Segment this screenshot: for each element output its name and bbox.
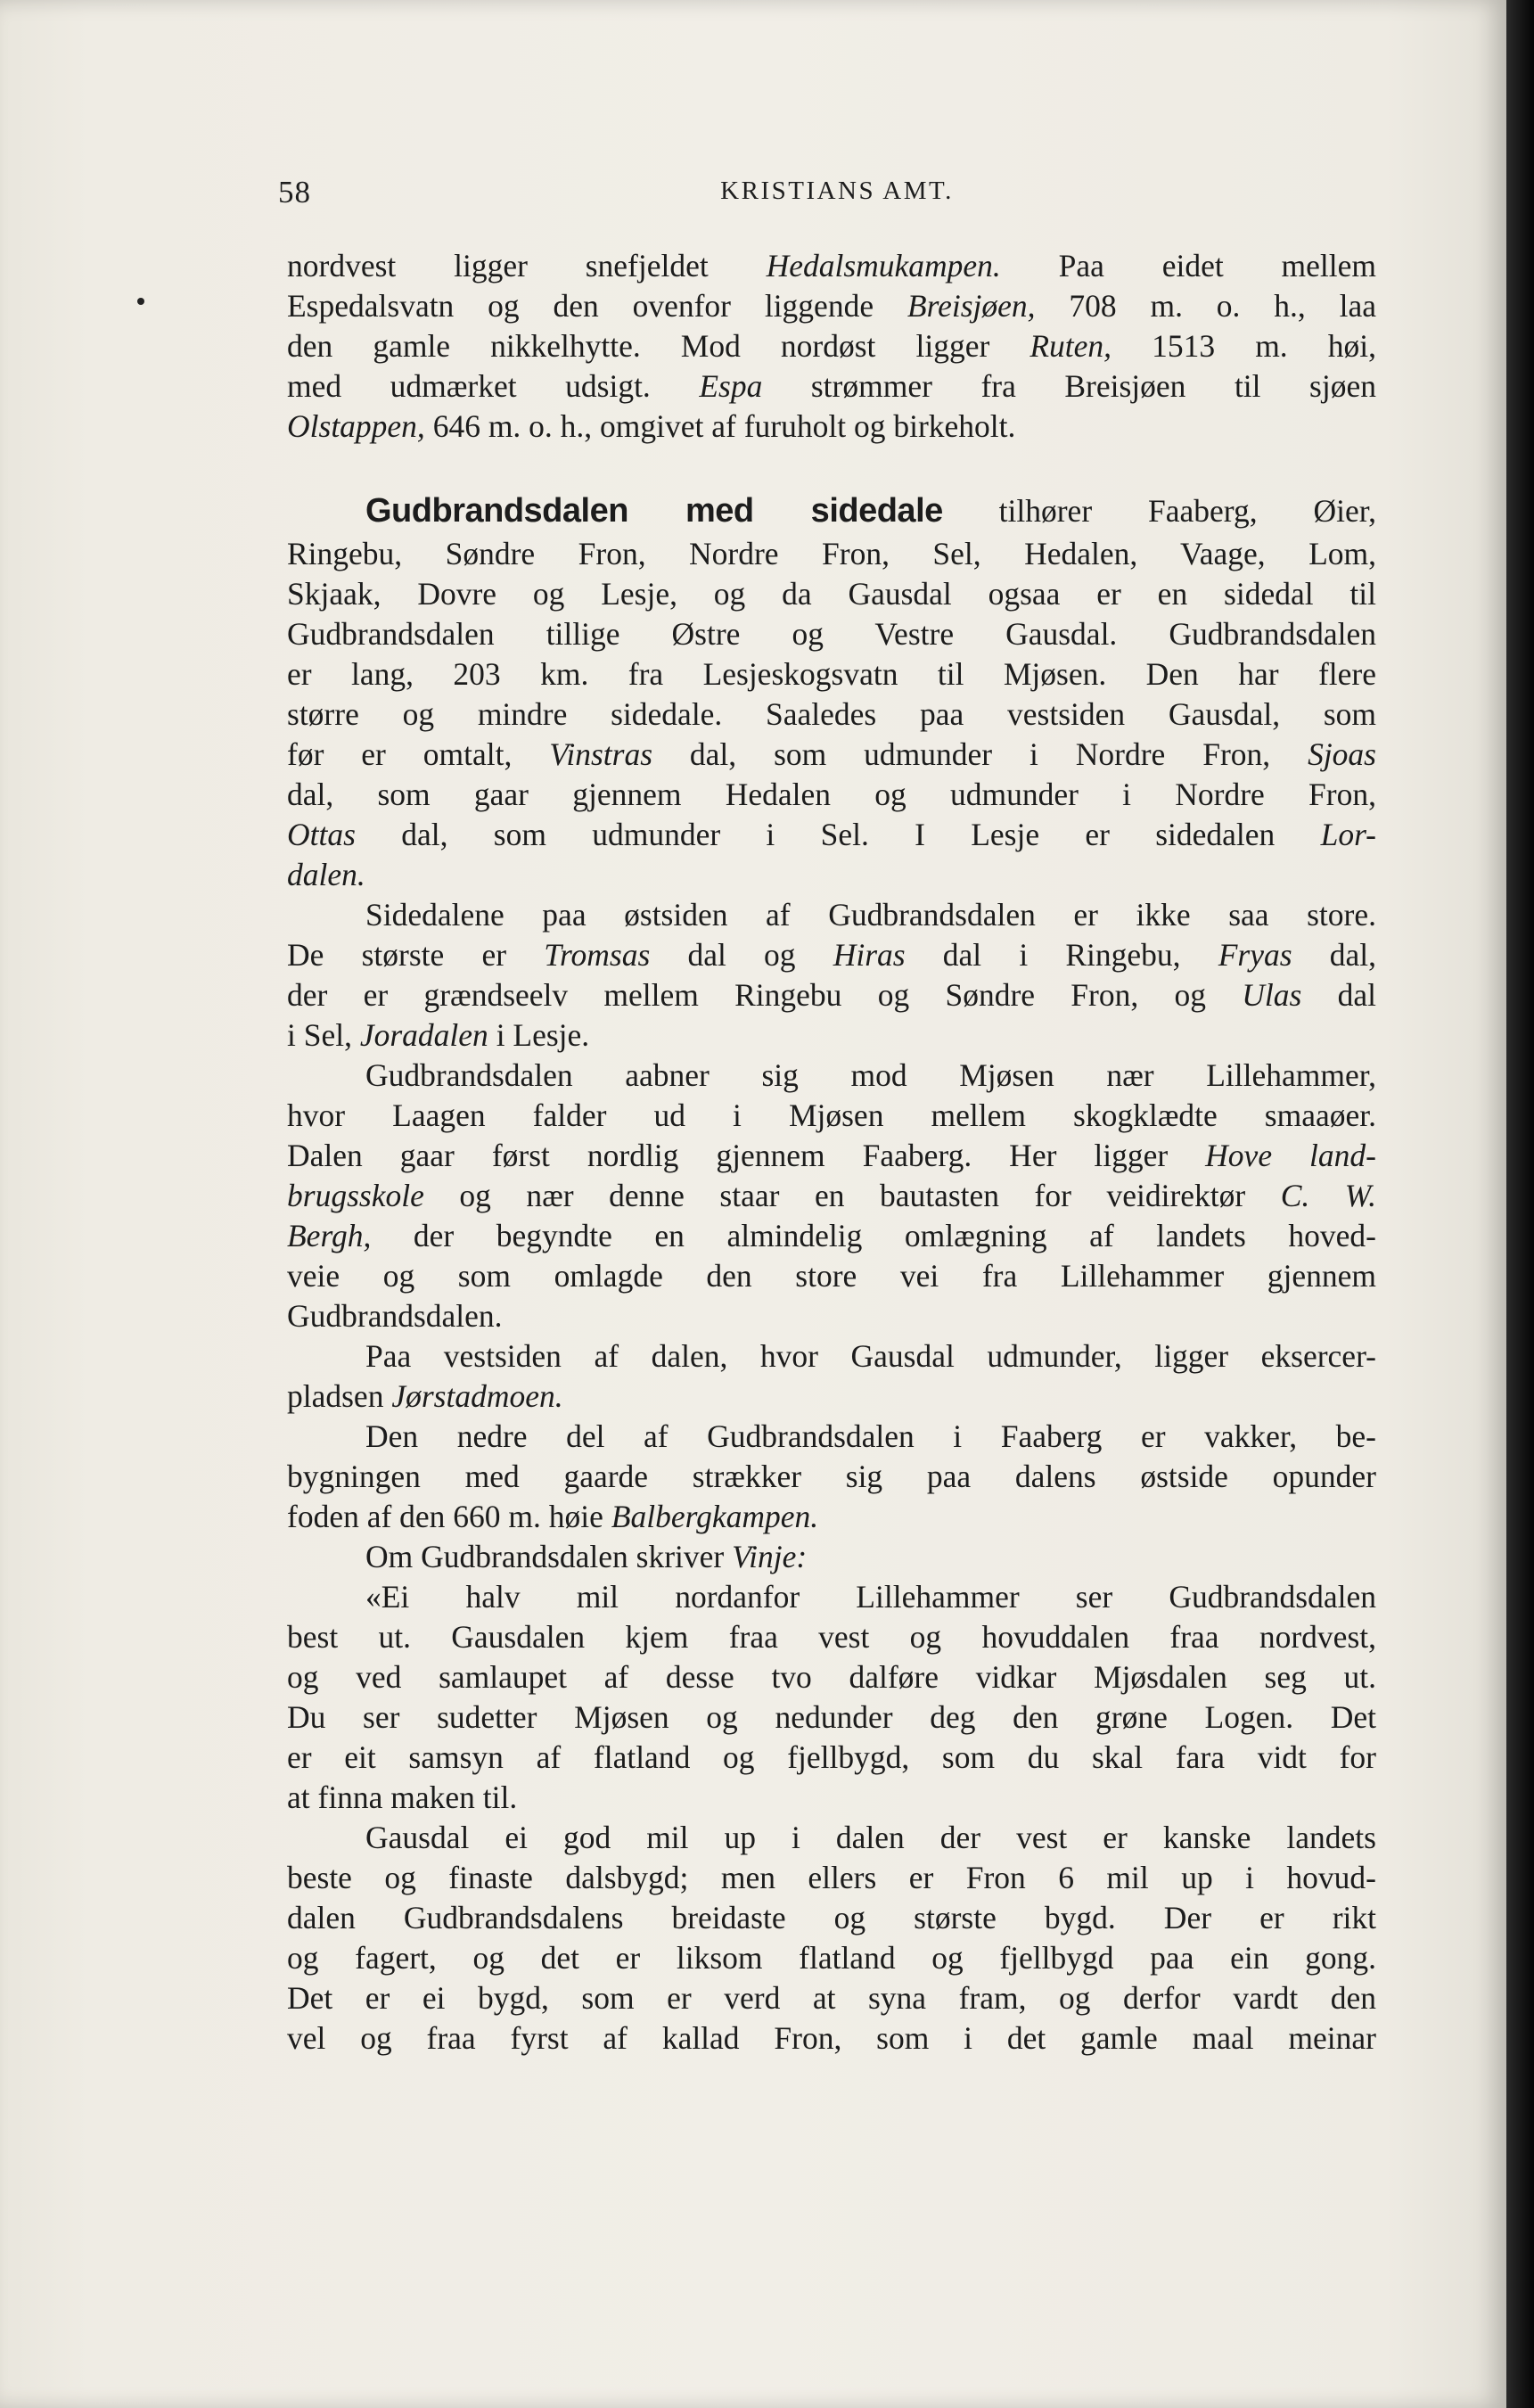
text-run: 646 m. o. h., omgivet af furuholt og birkeholt. <box>424 408 1016 444</box>
text-line <box>287 1858 1376 1898</box>
text-run: dal <box>1301 977 1376 1013</box>
text-line <box>287 1336 1376 1377</box>
text-run: Espedalsvatn og den ovenfor liggende <box>287 288 907 324</box>
text-line <box>287 1577 1376 1617</box>
italic-term: Bergh, <box>287 1218 372 1253</box>
text-run: er eit samsyn af flatland og fjellbygd, som du skal fara vidt for <box>287 1739 1376 1775</box>
italic-term: Espa <box>699 368 763 404</box>
text-run: Gausdal ei god mil up i dalen der vest er kanske landets <box>365 1820 1376 1855</box>
text-run: dal og <box>650 937 833 973</box>
italic-term: Lor- <box>1320 817 1376 852</box>
text-run: best ut. Gausdalen kjem fraa vest og hovuddalen fraa nordvest, <box>287 1619 1376 1655</box>
italic-term: dalen. <box>287 857 365 892</box>
running-head: KRISTIANS AMT. <box>720 177 954 205</box>
paragraph <box>287 484 1376 2059</box>
italic-term: Sjoas <box>1308 736 1376 772</box>
italic-term: C. W. <box>1280 1178 1376 1213</box>
text-line <box>287 1738 1376 1778</box>
italic-term: Hedalsmukampen. <box>766 248 1001 284</box>
italic-term: Vinstras <box>549 736 653 772</box>
text-line <box>287 775 1376 815</box>
italic-term: Jørstadmoen. <box>391 1378 563 1414</box>
text-run: i Lesje. <box>488 1017 590 1053</box>
text-run: strømmer fra Breisjøen til sjøen <box>762 368 1376 404</box>
text-run: der begyndte en almindelig omlægning af landets hoved- <box>371 1218 1376 1253</box>
text-run: hvor Laagen falder ud i Mjøsen mellem skogklædte smaaøer. <box>287 1097 1376 1133</box>
text-line <box>287 1818 1376 1858</box>
text-line <box>287 1176 1376 1216</box>
text-line <box>287 2018 1376 2059</box>
text-run: bygningen med gaarde strækker sig paa dalens østside opunder <box>287 1459 1376 1494</box>
text-line <box>287 895 1376 935</box>
text-run: nordvest ligger snefjeldet <box>287 248 767 284</box>
page-number: 58 <box>278 175 311 210</box>
text-run: og fagert, og det er liksom flatland og fjellbygd paa ein gong. <box>287 1940 1376 1976</box>
text-line <box>287 694 1376 735</box>
text-run: dal, som udmunder i Sel. I Lesje er sidedalen <box>355 817 1321 852</box>
text-line <box>287 1136 1376 1176</box>
text-run: Skjaak, Dovre og Lesje, og da Gausdal ogsaa er en sidedal til <box>287 576 1376 612</box>
text-run: og nær denne staar en bautasten for veidirektør <box>423 1178 1281 1213</box>
text-line <box>287 1657 1376 1697</box>
text-line <box>287 815 1376 855</box>
text-run: den gamle nikkelhytte. Mod nordøst ligger <box>287 328 1030 364</box>
page-edge-shadow <box>1506 0 1534 2408</box>
text-run: «Ei halv mil nordanfor Lillehammer ser Gudbrandsdalen <box>365 1579 1376 1615</box>
section-heading: Gudbrandsdalen med sidedale <box>365 492 943 530</box>
text-run: dal, <box>1292 937 1376 973</box>
text-run: er lang, 203 km. fra Lesjeskogsvatn til Mjøsen. Den har flere <box>287 656 1376 692</box>
text-line <box>287 1377 1376 1417</box>
italic-term: Balbergkampen. <box>611 1499 819 1534</box>
text-line <box>287 366 1376 407</box>
text-run: Det er ei bygd, som er verd at syna fram, og derfor vardt den <box>287 1980 1376 2016</box>
text-line <box>287 1778 1376 1818</box>
text-run: Om Gudbrandsdalen skriver <box>365 1539 733 1574</box>
text-line <box>287 1978 1376 2018</box>
italic-term: Olstappen, <box>287 408 425 444</box>
italic-term: Ottas <box>287 817 356 852</box>
text-line <box>287 1537 1376 1577</box>
text-run: vel og fraa fyrst af kallad Fron, som i det gamle maal meinar <box>287 2020 1376 2056</box>
text-run: dal, som udmunder i Nordre Fron, <box>652 736 1308 772</box>
text-line <box>287 1697 1376 1738</box>
text-run: Gudbrandsdalen aabner sig mod Mjøsen nær Lillehammer, <box>365 1057 1376 1093</box>
italic-term: Breisjøen, <box>906 288 1036 324</box>
text-run: større og mindre sidedale. Saaledes paa vestsiden Gausdal, som <box>287 696 1376 732</box>
italic-term: Ulas <box>1242 977 1302 1013</box>
text-run: De største er <box>287 937 545 973</box>
text-run: Paa eidet mellem <box>1000 248 1376 284</box>
italic-term: Joradalen <box>359 1017 488 1053</box>
text-line <box>287 1938 1376 1978</box>
paragraph <box>287 246 1376 447</box>
ink-speck <box>137 298 144 305</box>
text-run: tilhører Faaberg, Øier, <box>942 493 1376 529</box>
text-line <box>287 935 1376 975</box>
text-run: pladsen <box>287 1378 392 1414</box>
text-run: foden af den 660 m. høie <box>287 1499 611 1534</box>
text-run: Dalen gaar først nordlig gjennem Faaberg. Her ligger <box>287 1138 1206 1173</box>
text-line <box>287 574 1376 614</box>
text-run: dal i Ringebu, <box>905 937 1218 973</box>
text-line <box>287 1096 1376 1136</box>
text-run: at finna maken til. <box>287 1779 518 1815</box>
body-text <box>287 246 1376 2059</box>
text-line <box>287 1417 1376 1457</box>
text-run: 1513 m. høi, <box>1112 328 1376 364</box>
italic-term: Ruten, <box>1030 328 1112 364</box>
text-line <box>287 975 1376 1015</box>
text-line <box>287 735 1376 775</box>
text-line <box>287 654 1376 694</box>
paragraph-gap <box>287 447 1376 484</box>
text-line <box>287 1898 1376 1938</box>
text-run: veie og som omlagde den store vei fra Lillehammer gjennem <box>287 1258 1376 1294</box>
text-run: Sidedalene paa østsiden af Gudbrandsdalen er ikke saa store. <box>365 897 1376 933</box>
text-line <box>287 286 1376 326</box>
page-header <box>278 175 1369 219</box>
text-line <box>287 614 1376 654</box>
text-run: og ved samlaupet af desse tvo dalføre vidkar Mjøsdalen seg ut. <box>287 1659 1376 1695</box>
text-run: i Sel, <box>287 1017 360 1053</box>
text-run: beste og finaste dalsbygd; men ellers er Fron 6 mil up i hovud- <box>287 1860 1376 1895</box>
text-line <box>287 407 1376 447</box>
text-run: 708 m. o. h., laa <box>1035 288 1376 324</box>
text-line <box>287 1056 1376 1096</box>
text-run: Gudbrandsdalen tillige Østre og Vestre Gausdal. Gudbrandsdalen <box>287 616 1376 652</box>
text-line <box>287 1497 1376 1537</box>
text-run: før er omtalt, <box>287 736 550 772</box>
text-line <box>287 484 1376 534</box>
text-line <box>287 246 1376 286</box>
text-run: Gudbrandsdalen. <box>287 1298 503 1334</box>
text-run: Den nedre del af Gudbrandsdalen i Faaberg er vakker, be- <box>365 1418 1376 1454</box>
text-line <box>287 1617 1376 1657</box>
text-run: Paa vestsiden af dalen, hvor Gausdal udmunder, ligger eksercer- <box>365 1338 1376 1374</box>
text-line <box>287 534 1376 574</box>
italic-term: Tromsas <box>544 937 651 973</box>
italic-term: Hove land- <box>1205 1138 1376 1173</box>
italic-term: Hiras <box>833 937 906 973</box>
text-line <box>287 1216 1376 1256</box>
text-line <box>287 326 1376 366</box>
text-line <box>287 1457 1376 1497</box>
text-line <box>287 1015 1376 1056</box>
text-run: med udmærket udsigt. <box>287 368 700 404</box>
text-run: der er grændseelv mellem Ringebu og Søndre Fron, og <box>287 977 1243 1013</box>
text-line <box>287 1296 1376 1336</box>
text-run: Du ser sudetter Mjøsen og nedunder deg den grøne Logen. Det <box>287 1699 1376 1735</box>
text-run: Ringebu, Søndre Fron, Nordre Fron, Sel, Hedalen, Vaage, Lom, <box>287 536 1376 571</box>
text-line <box>287 855 1376 895</box>
text-run: dal, som gaar gjennem Hedalen og udmunder i Nordre Fron, <box>287 777 1376 812</box>
text-line <box>287 1256 1376 1296</box>
italic-term: Fryas <box>1218 937 1292 973</box>
italic-term: Vinje: <box>732 1539 808 1574</box>
text-run: dalen Gudbrandsdalens breidaste og største bygd. Der er rikt <box>287 1900 1376 1935</box>
italic-term: brugsskole <box>287 1178 424 1213</box>
